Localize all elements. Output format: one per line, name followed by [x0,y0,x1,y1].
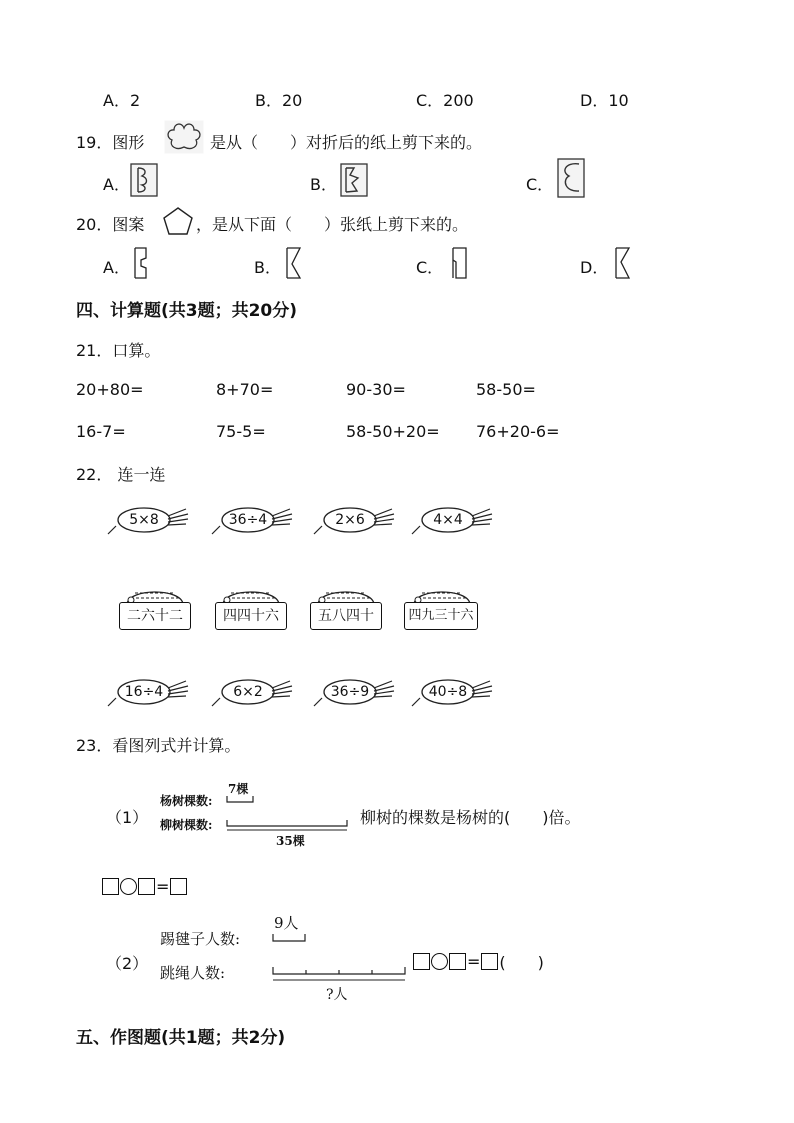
q21-r1-c3: 90-30= [346,380,406,399]
basket-label: 二六十二 [119,602,191,630]
operator-circle[interactable] [431,953,448,970]
folded-paper-b-icon [340,163,368,197]
paper-shape-c-icon [448,246,474,280]
rocket-bottom-3[interactable] [312,678,398,708]
rocket-bottom-1[interactable] [106,678,192,708]
rocket-label: 36÷4 [228,512,268,528]
basket-2[interactable] [215,580,287,632]
rocket-top-4[interactable] [410,506,496,536]
folded-paper-a-icon [130,163,158,197]
q23-part1-bar-a [226,794,256,804]
q23-part2-value-a: 9人 [274,914,299,932]
q23-part2-bar-b [272,964,408,986]
answer-box[interactable] [449,953,466,970]
paper-shape-b-icon [282,246,308,280]
rocket-top-2[interactable] [210,506,296,536]
pentagon-shape-icon [162,206,194,236]
q23-part1-value-a: 7棵 [228,782,249,796]
q20-prefix: 20．图案 [76,215,145,234]
basket-label: 四四十六 [215,602,287,630]
q21-r2-c4: 76+20-6= [476,422,560,441]
section-4-heading: 四、计算题(共3题；共20分) [76,301,298,321]
q20-option-c: C． [416,258,444,277]
q23-title: 23．看图列式并计算。 [76,736,241,755]
q18-option-c: C．200 [416,91,474,110]
answer-box[interactable] [413,953,430,970]
q18-option-b: B．20 [255,91,303,110]
q21-r2-c2: 75-5= [216,422,266,441]
rocket-top-3[interactable] [312,506,398,536]
rocket-label: 16÷4 [124,684,164,700]
clover-shape-icon [164,120,204,154]
basket-4[interactable] [404,580,480,632]
q23-part2-answer-row [413,950,545,973]
rocket-label: 5×8 [129,512,159,528]
unit-paren[interactable]: ( ) [499,953,544,972]
q21-r1-c2: 8+70= [216,380,274,399]
section-5-heading: 五、作图题(共1题；共2分) [76,1028,286,1048]
answer-box[interactable] [138,878,155,895]
answer-box[interactable] [102,878,119,895]
paper-shape-a-icon [130,246,156,280]
q21-r1-c4: 58-50= [476,380,536,399]
equals-sign: = [467,952,481,971]
q19-option-b: B． [310,175,337,194]
q20-option-b: B． [254,258,281,277]
q18-option-a: A．2 [103,91,141,110]
basket-label: 四九三十六 [404,602,478,630]
q21-r2-c1: 16-7= [76,422,126,441]
rocket-label: 4×4 [433,512,463,528]
rocket-bottom-2[interactable] [210,678,296,708]
basket-1[interactable] [119,580,191,632]
folded-paper-c-icon [557,158,585,198]
rocket-label: 36÷9 [330,684,370,700]
operator-circle[interactable] [120,878,137,895]
q19-option-c: C． [526,175,554,194]
q23-part2-label-a: 踢毽子人数: [160,930,241,948]
q20-suffix: ，是从下面（ ）张纸上剪下来的。 [196,215,469,234]
q20-option-a: A． [103,258,130,277]
q19-prefix: 19．图形 [76,133,145,152]
q21-r2-c3: 58-50+20= [346,422,440,441]
q20-option-d: D． [580,258,609,277]
q23-part2-bar-a [272,932,308,944]
basket-label: 五八四十 [310,602,382,630]
q21-title: 21．口算。 [76,341,161,360]
rocket-label: 2×6 [335,512,365,528]
q18-option-d: D．10 [580,91,629,110]
rocket-label: 40÷8 [428,684,468,700]
q23-part1-question: 柳树的棵数是杨树的( )倍。 [360,808,581,827]
answer-box[interactable] [481,953,498,970]
q23-part2-value-b: ?人 [326,987,348,1003]
q21-r1-c1: 20+80= [76,380,144,399]
q23-part2-number: （2） [106,954,149,973]
q23-part1-number: （1） [106,808,149,827]
q22-title: 22． 连一连 [76,465,166,484]
q23-part2-label-b: 跳绳人数: [160,964,226,982]
q23-part1-answer-row [102,876,187,896]
q23-part1-label-b: 柳树棵数: [160,818,213,832]
q23-part1-label-a: 杨树棵数: [160,794,213,808]
paper-shape-d-icon [611,246,637,280]
rocket-bottom-4[interactable] [410,678,496,708]
q19-suffix: 是从（ ）对折后的纸上剪下来的。 [210,133,483,152]
basket-3[interactable] [310,580,382,632]
answer-box[interactable] [170,878,187,895]
q23-part1-value-b: 35棵 [276,834,305,848]
equals-sign: = [156,877,170,896]
rocket-top-1[interactable] [106,506,192,536]
q19-option-a: A． [103,175,130,194]
rocket-label: 6×2 [233,684,263,700]
